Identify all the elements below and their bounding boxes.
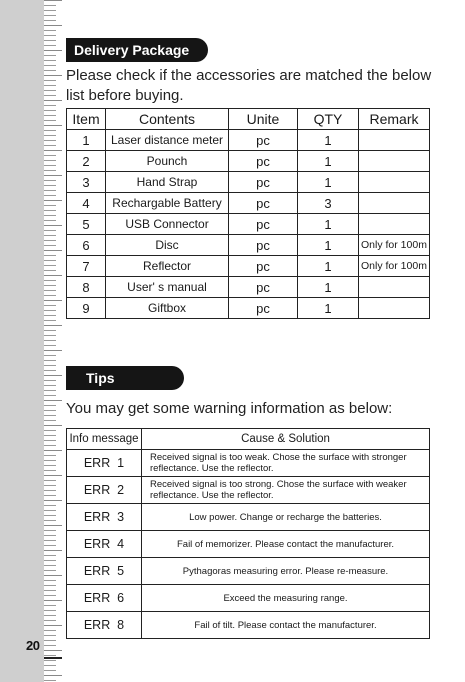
item-cell: 3: [67, 172, 106, 193]
contents-cell: Rechargable Battery: [106, 193, 229, 214]
table-row: [67, 214, 430, 235]
unit-cell: pc: [229, 256, 298, 277]
item-cell: 9: [67, 298, 106, 319]
contents-cell: Hand Strap: [106, 172, 229, 193]
qty-cell: 1: [298, 277, 359, 298]
remark-cell: [359, 172, 430, 193]
error-messages-table: [66, 428, 430, 639]
table-row: [67, 477, 430, 504]
error-cause-cell: Received signal is too weak. Chose the surface with stronger reflectance. Use the reflector.: [142, 450, 430, 477]
ruler-major-ticks: [44, 0, 62, 682]
qty-cell: 1: [298, 298, 359, 319]
unit-cell: pc: [229, 298, 298, 319]
table-row: [67, 130, 430, 151]
table-row: [67, 585, 430, 612]
item-cell: 7: [67, 256, 106, 277]
error-code-cell: ERR 8: [67, 612, 142, 639]
remark-cell: Only for 100m: [359, 256, 430, 277]
section-heading-tips: Tips: [66, 366, 184, 390]
table-header-row: [67, 429, 430, 450]
table-row: [67, 193, 430, 214]
item-cell: 6: [67, 235, 106, 256]
item-cell: 5: [67, 214, 106, 235]
contents-cell: Giftbox: [106, 298, 229, 319]
column-header-qty: QTY: [298, 109, 359, 130]
remark-cell: [359, 214, 430, 235]
unit-cell: pc: [229, 193, 298, 214]
unit-cell: pc: [229, 172, 298, 193]
error-cause-cell: Received signal is too strong. Chose the surface with weaker reflectance. Use the reflector.: [142, 477, 430, 504]
column-header-unit: Unite: [229, 109, 298, 130]
column-header-contents: Contents: [106, 109, 229, 130]
qty-cell: 1: [298, 235, 359, 256]
item-cell: 2: [67, 151, 106, 172]
unit-cell: pc: [229, 130, 298, 151]
remark-cell: [359, 298, 430, 319]
qty-cell: 1: [298, 130, 359, 151]
table-row: [67, 504, 430, 531]
error-code-cell: ERR 3: [67, 504, 142, 531]
table-row: [67, 172, 430, 193]
column-header-cause: Cause & Solution: [142, 429, 430, 450]
item-cell: 1: [67, 130, 106, 151]
error-cause-cell: Exceed the measuring range.: [142, 585, 430, 612]
contents-cell: Disc: [106, 235, 229, 256]
unit-cell: pc: [229, 151, 298, 172]
error-code-cell: ERR 6: [67, 585, 142, 612]
contents-cell: USB Connector: [106, 214, 229, 235]
page-number: 20: [26, 638, 40, 653]
qty-cell: 1: [298, 256, 359, 277]
contents-cell: Reflector: [106, 256, 229, 277]
unit-cell: pc: [229, 214, 298, 235]
error-code-cell: ERR 1: [67, 450, 142, 477]
delivery-package-table: [66, 108, 430, 319]
error-cause-cell: Pythagoras measuring error. Please re-measure.: [142, 558, 430, 585]
contents-cell: User' s manual: [106, 277, 229, 298]
section-heading-delivery: Delivery Package: [66, 38, 208, 62]
table-row: [67, 256, 430, 277]
table-row: [67, 612, 430, 639]
remark-cell: [359, 130, 430, 151]
unit-cell: pc: [229, 277, 298, 298]
contents-cell: Pounch: [106, 151, 229, 172]
item-cell: 8: [67, 277, 106, 298]
remark-cell: Only for 100m: [359, 235, 430, 256]
item-cell: 4: [67, 193, 106, 214]
qty-cell: 1: [298, 172, 359, 193]
qty-cell: 1: [298, 151, 359, 172]
table-row: [67, 277, 430, 298]
unit-cell: pc: [229, 235, 298, 256]
error-cause-cell: Fail of memorizer. Please contact the manufacturer.: [142, 531, 430, 558]
ruler-strip: [0, 0, 44, 682]
page-number-rule: [44, 657, 62, 659]
column-header-info-message: Info message: [67, 429, 142, 450]
table-row: [67, 531, 430, 558]
remark-cell: [359, 277, 430, 298]
qty-cell: 1: [298, 214, 359, 235]
column-header-item: Item: [67, 109, 106, 130]
error-cause-cell: Low power. Change or recharge the batteries.: [142, 504, 430, 531]
table-row: [67, 558, 430, 585]
error-code-cell: ERR 2: [67, 477, 142, 504]
qty-cell: 3: [298, 193, 359, 214]
table-row: [67, 151, 430, 172]
error-code-cell: ERR 4: [67, 531, 142, 558]
table-row: [67, 450, 430, 477]
remark-cell: [359, 193, 430, 214]
tips-intro: You may get some warning information as below:: [66, 400, 393, 417]
error-cause-cell: Fail of tilt. Please contact the manufacturer.: [142, 612, 430, 639]
delivery-intro: Please check if the accessories are matched the below list before buying.: [66, 67, 432, 104]
table-row: [67, 235, 430, 256]
column-header-remark: Remark: [359, 109, 430, 130]
table-header-row: [67, 109, 430, 130]
error-code-cell: ERR 5: [67, 558, 142, 585]
contents-cell: Laser distance meter: [106, 130, 229, 151]
remark-cell: [359, 151, 430, 172]
table-row: [67, 298, 430, 319]
